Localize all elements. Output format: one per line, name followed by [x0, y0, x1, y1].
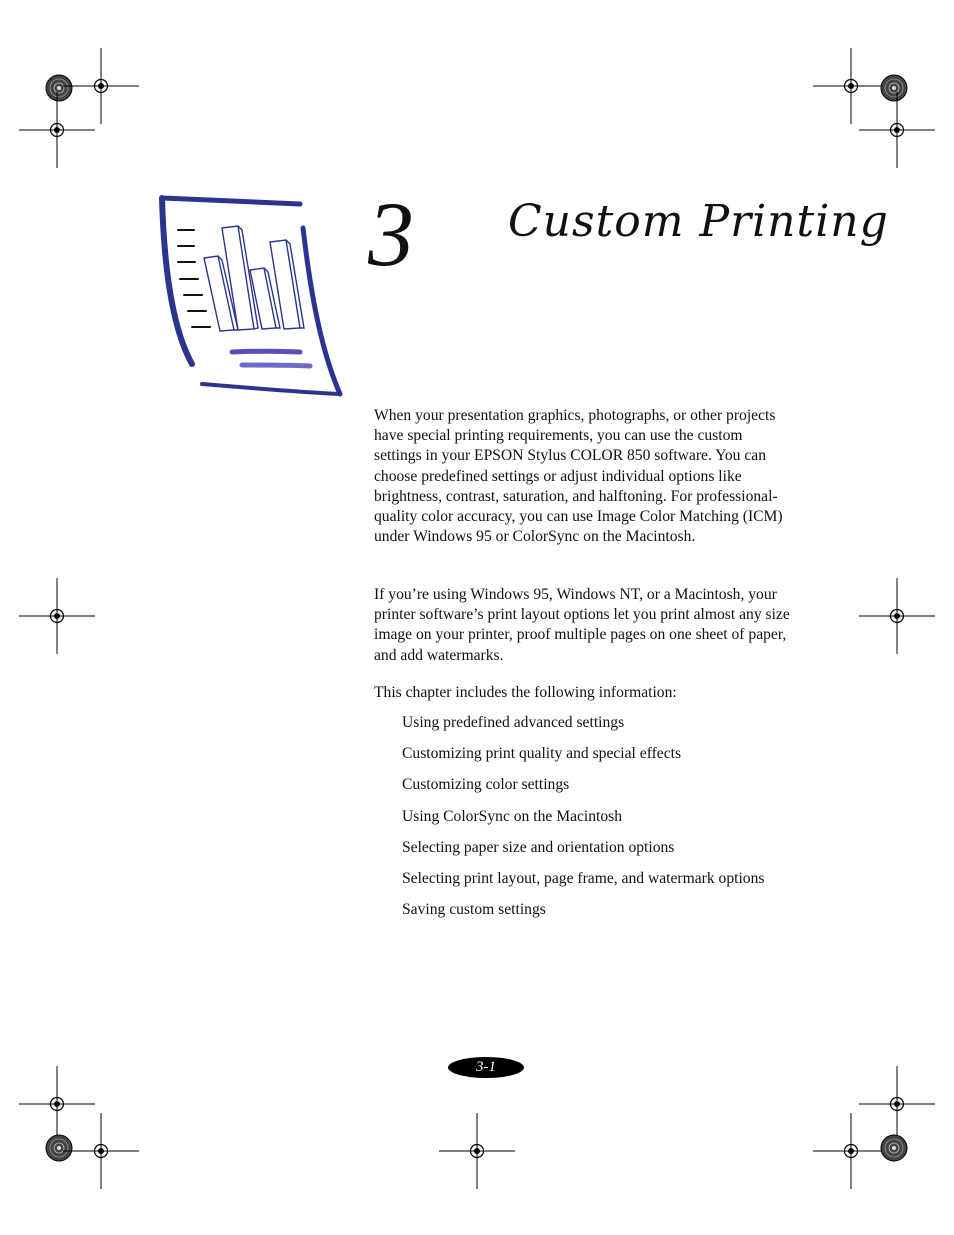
- registration-mark-icon: [63, 1113, 139, 1189]
- color-bar-icon: [881, 75, 907, 101]
- list-item: Selecting print layout, page frame, and watermark options: [402, 869, 765, 887]
- chapter-title: Custom Printing: [508, 196, 889, 247]
- registration-mark-icon: [859, 578, 935, 654]
- registration-mark-icon: [19, 578, 95, 654]
- list-item: Using ColorSync on the Macintosh: [402, 807, 623, 825]
- chart-document-icon: [150, 188, 350, 403]
- list-item: Customizing color settings: [402, 776, 570, 794]
- intro-paragraph: When your presentation graphics, photographs, or other projects have special printing requirements, you can use the custom settings in your EPSON Stylus COLOR 850 software. You can choose predefined settings or adjust individual options like brightness, contrast, saturation, and halftoning. For professional-quality color accuracy, you can use Image Color Matching (ICM) under Windows 95 or ColorSync on the Macintosh.: [374, 407, 783, 546]
- layout-paragraph: If you’re using Windows 95, Windows NT, or a Macintosh, your printer software’s print layout options let you print almost any size image on your printer, proof multiple pages on one sheet of paper, and add watermarks.: [374, 586, 790, 664]
- registration-mark-icon: [439, 1113, 515, 1189]
- list-item: Using predefined advanced settings: [402, 714, 625, 731]
- registration-mark-icon: [813, 1113, 889, 1189]
- topic-list: [402, 713, 764, 931]
- registration-mark-icon: [63, 48, 139, 124]
- registration-mark-icon: [859, 92, 935, 168]
- registration-mark-icon: [813, 48, 889, 124]
- color-bar-icon: [46, 75, 72, 101]
- list-item: Saving custom settings: [402, 901, 546, 919]
- page-number-badge: 3-1: [448, 1057, 524, 1078]
- registration-mark-icon: [19, 92, 95, 168]
- color-bar-icon: [46, 1135, 72, 1161]
- list-item: Customizing print quality and special effects: [402, 745, 682, 763]
- registration-mark-icon: [859, 1066, 935, 1142]
- chapter-number: 3: [368, 183, 414, 285]
- list-item: Selecting paper size and orientation options: [402, 838, 675, 856]
- chapter-contents-intro: This chapter includes the following information:: [374, 684, 677, 701]
- color-bar-icon: [881, 1135, 907, 1161]
- registration-mark-icon: [19, 1066, 95, 1142]
